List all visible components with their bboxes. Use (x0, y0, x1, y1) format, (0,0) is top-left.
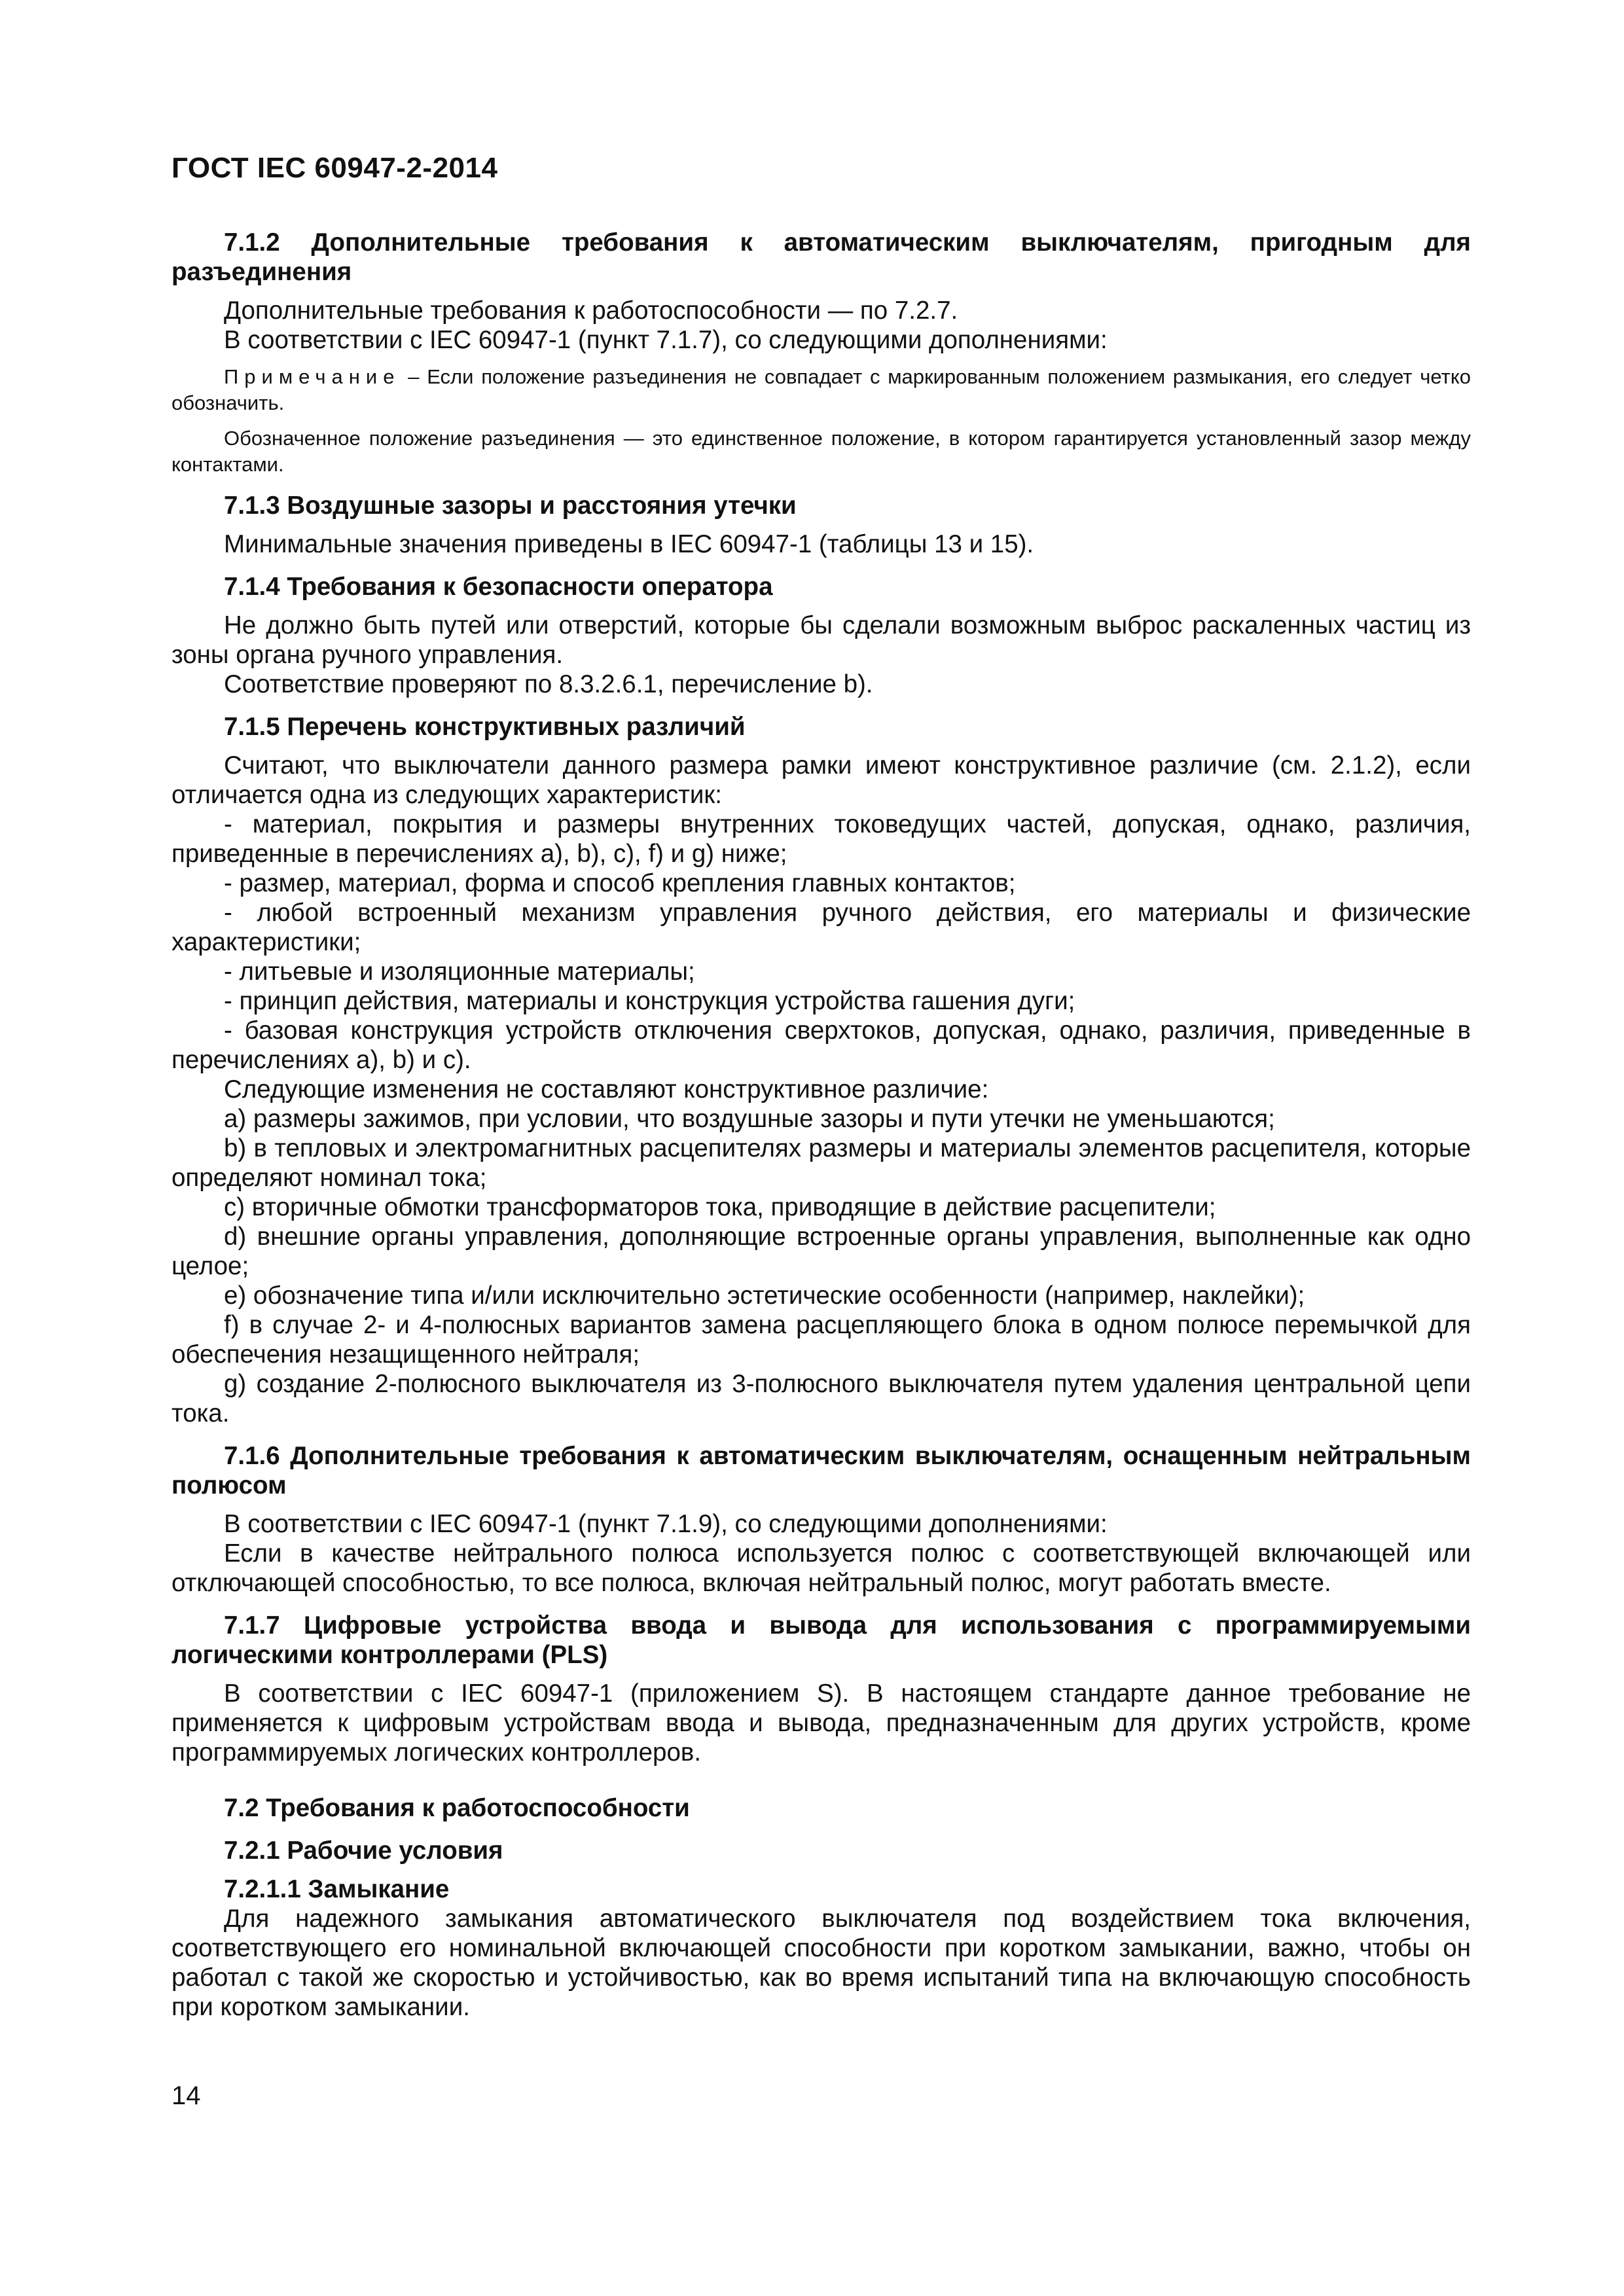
document-header: ГОСТ IEC 60947-2-2014 (171, 152, 498, 184)
list-item: - материал, покрытия и размеры внутренних токоведущих частей, допуская, однако, различия, приведенные в перечислениях a), b), c), f) и g) ниже; (171, 810, 1471, 868)
section-heading-7-1-6: 7.1.6 Дополнительные требования к автоматическим выключателям, оснащенным нейтральным полюсом (171, 1442, 1471, 1499)
list-item: - базовая конструкция устройств отключения сверхтоков, допуская, однако, различия, приведенные в перечислениях а), b) и с). (171, 1016, 1471, 1074)
section-heading-7-1-2: 7.1.2 Дополнительные требования к автоматическим выключателям, пригодным для разъединения (171, 228, 1471, 286)
section-heading-7-2: 7.2 Требования к работоспособности (224, 1794, 690, 1822)
note-label: Примечание (224, 365, 401, 388)
section-heading-7-1-5: 7.1.5 Перечень конструктивных различий (224, 713, 746, 741)
list-item: f) в случае 2- и 4-полюсных вариантов замена расцепляющего блока в одном полюсе перемычкой для обеспечения незащищенного нейтраля; (171, 1311, 1471, 1369)
paragraph: Для надежного замыкания автоматического выключателя под воздействием тока включения, соответствующего его номинальной включающей способности при коротком замыкании, важно, чтобы он работал с такой же скоростью и устойчивостью, как во время испытаний типа на включающую способность при коротком замыкании. (171, 1905, 1471, 2021)
page-content (171, 228, 1471, 2022)
list-item: g) создание 2-полюсного выключателя из 3-полюсного выключателя путем удаления центральной цепи тока. (171, 1370, 1471, 1427)
paragraph: В соответствии с IEC 60947-1 (приложением S). В настоящем стандарте данное требование не применяется к цифровым устройствам ввода и вывода, предназначенным для других устройств, кроме программируемых логических контроллеров. (171, 1679, 1471, 1767)
paragraph: В соответствии с IEC 60947-1 (пункт 7.1.7), со следующими дополнениями: (224, 326, 1108, 354)
paragraph: Соответствие проверяют по 8.3.2.6.1, перечисление b). (224, 670, 873, 698)
list-item: b) в тепловых и электромагнитных расцепителях размеры и материалы элементов расцепителя, которые определяют номинал тока; (171, 1134, 1471, 1192)
list-item: d) внешние органы управления, дополняющие встроенные органы управления, выполненные как одно целое; (171, 1223, 1471, 1280)
section-heading-7-2-1: 7.2.1 Рабочие условия (224, 1837, 503, 1865)
paragraph: Дополнительные требования к работоспособности — по 7.2.7. (224, 296, 958, 325)
list-item: c) вторичные обмотки трансформаторов тока, приводящие в действие расцепители; (224, 1193, 1216, 1221)
paragraph: Минимальные значения приведены в IEC 60947-1 (таблицы 13 и 15). (224, 530, 1034, 558)
section-heading-7-1-3: 7.1.3 Воздушные зазоры и расстояния утечки (224, 492, 797, 520)
section-heading-7-1-7: 7.1.7 Цифровые устройства ввода и вывода для использования с программируемыми логическими контроллерами (PLS) (171, 1611, 1471, 1669)
section-heading-7-1-4: 7.1.4 Требования к безопасности оператора (224, 573, 773, 601)
paragraph: Следующие изменения не составляют конструктивное различие: (224, 1075, 989, 1103)
page-number: 14 (171, 2081, 201, 2110)
list-item: e) обозначение типа и/или исключительно эстетические особенности (например, наклейки); (224, 1282, 1305, 1310)
paragraph: Если в качестве нейтрального полюса используется полюс с соответствующей включающей или отключающей способностью, то все полюса, включая нейтральный полюс, могут работать вместе. (171, 1539, 1471, 1597)
list-item: - принцип действия, материалы и конструкция устройства гашения дуги; (224, 987, 1075, 1015)
section-heading-7-2-1-1: 7.2.1.1 Замыкание (224, 1875, 450, 1903)
paragraph: Считают, что выключатели данного размера рамки имеют конструктивное различие (см. 2.1.2), если отличается одна из следующих характеристик: (171, 751, 1471, 809)
list-item: - литьевые и изоляционные материалы; (224, 958, 695, 986)
list-item: - любой встроенный механизм управления ручного действия, его материалы и физические характеристики; (171, 899, 1471, 956)
paragraph: В соответствии с IEC 60947-1 (пункт 7.1.9), со следующими дополнениями: (224, 1510, 1108, 1538)
list-item: a) размеры зажимов, при условии, что воздушные зазоры и пути утечки не уменьшаются; (224, 1105, 1275, 1133)
list-item: - размер, материал, форма и способ крепления главных контактов; (224, 869, 1016, 897)
paragraph: Не должно быть путей или отверстий, которые бы сделали возможным выброс раскаленных частиц из зоны органа ручного управления. (171, 611, 1471, 669)
note-text: – Если положение разъединения не совпадает с маркированным положением размыкания, его следует четко обозначить. (171, 365, 1471, 414)
note (171, 364, 1471, 416)
note-continuation: Обозначенное положение разъединения — это единственное положение, в котором гарантируется установленный зазор между контактами. (171, 427, 1471, 476)
